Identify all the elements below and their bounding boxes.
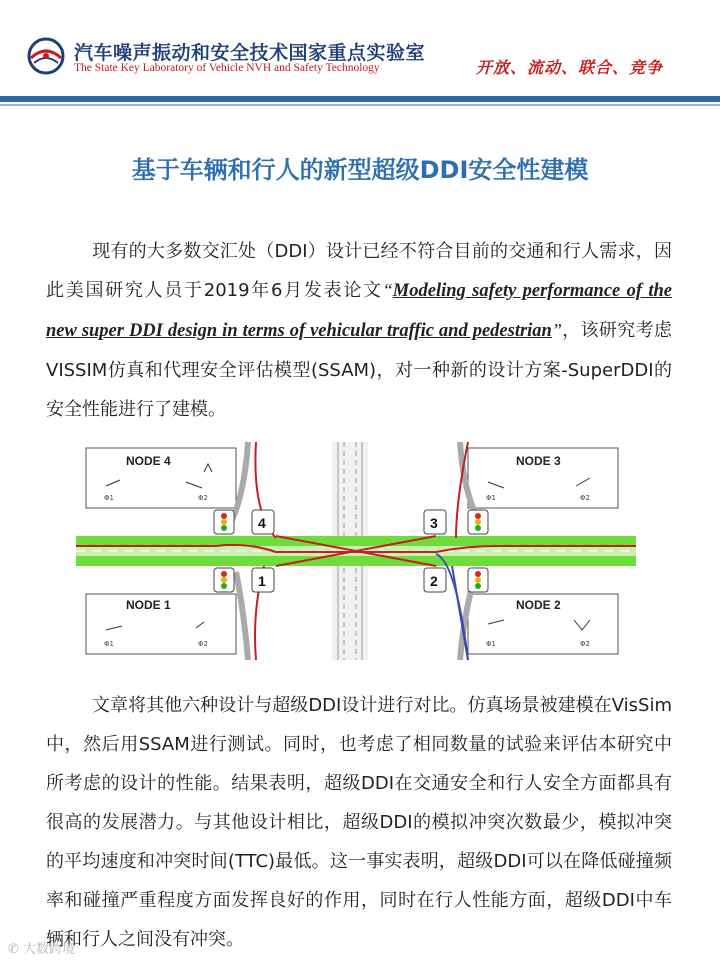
paragraph-2 (46, 686, 672, 959)
article-title: 基于车辆和行人的新型超级DDI安全性建模 (131, 156, 589, 184)
phase-label: Φ2 (580, 640, 590, 648)
page-header (0, 0, 720, 100)
signal-number-2: 2 (430, 573, 438, 589)
node-1-label: NODE 1 (126, 598, 171, 612)
node-3-label: NODE 3 (516, 454, 561, 468)
paper-title-link[interactable]: Modeling safety performance of the new super DDI design in terms of vehicular traffic and pedestrian (46, 281, 672, 341)
node-4-label: NODE 4 (126, 454, 171, 468)
paragraph-1-text-b: ，该研究考虑VISSIM仿真和代理安全评估模型(SSAM)，对一种新的设计方案-SuperDDI的安全性能进行了建模。 (46, 320, 672, 420)
lab-motto: 开放、流动、联合、竞争 (476, 58, 664, 77)
phase-label: Φ2 (198, 640, 208, 648)
phase-label: Φ2 (198, 494, 208, 502)
signal-number-4: 4 (258, 515, 266, 531)
paragraph-2-text: 文章将其他六种设计与超级DDI设计进行对比。仿真场景被建模在VisSim中，然后用SSAM进行测试。同时，也考虑了相同数量的试验来评估本研究中所考虑的设计的性能。结果表明，超级DDI在交通安全和行人安全方面都具有很高的发展潜力。与其他设计相比，超级DDI的模拟冲突次数最少，模拟冲突的平均速度和冲突时间(TTC)最低。这一事实表明，超级DDI可以在降低碰撞频率和碰撞严重程度方面发挥良好的作用，同时在行人性能方面，超级DDI中车辆和行人之间没有冲突。 (46, 695, 672, 950)
phase-label: Φ1 (486, 640, 496, 648)
node-2-label: NODE 2 (516, 598, 561, 612)
phase-label: Φ1 (104, 494, 114, 502)
phase-label: Φ1 (486, 494, 496, 502)
header-rule (0, 96, 720, 102)
super-ddi-diagram (76, 442, 636, 660)
phase-label: Φ1 (104, 640, 114, 648)
lab-name-english: The State Key Laboratory of Vehicle NVH and Safety Technology (74, 62, 380, 74)
paragraph-1: 现有的大多数交汇处（DDI）设计已经不符合目前的交通和行人需求，因此美国研究人员于2019年6月发表论文“Modeling safety performance of the new super DDI design in terms of vehicular traffic and pedestrian”，该研究考虑VISSIM仿真和代理安全评估模型(SSAM)，对一种新的设计方案-SuperDDI的安全性能进行了建模。 (46, 241, 672, 420)
header-rule-thin (0, 104, 720, 106)
phase-label: Φ2 (580, 494, 590, 502)
signal-number-1: 1 (258, 573, 266, 589)
watermark: ✆ 大数跨境 (8, 942, 76, 957)
watermark-text: 大数跨境 (23, 942, 76, 957)
lab-logo-icon (26, 36, 66, 76)
paragraph-1-text-a: 现有的大多数交汇处（DDI）设计已经不符合目前的交通和行人需求，因此美国研究人员于2019年6月发表论文 (46, 241, 672, 301)
signal-number-3: 3 (430, 515, 438, 531)
lab-name-chinese: 汽车噪声振动和安全技术国家重点实验室 (74, 42, 426, 64)
